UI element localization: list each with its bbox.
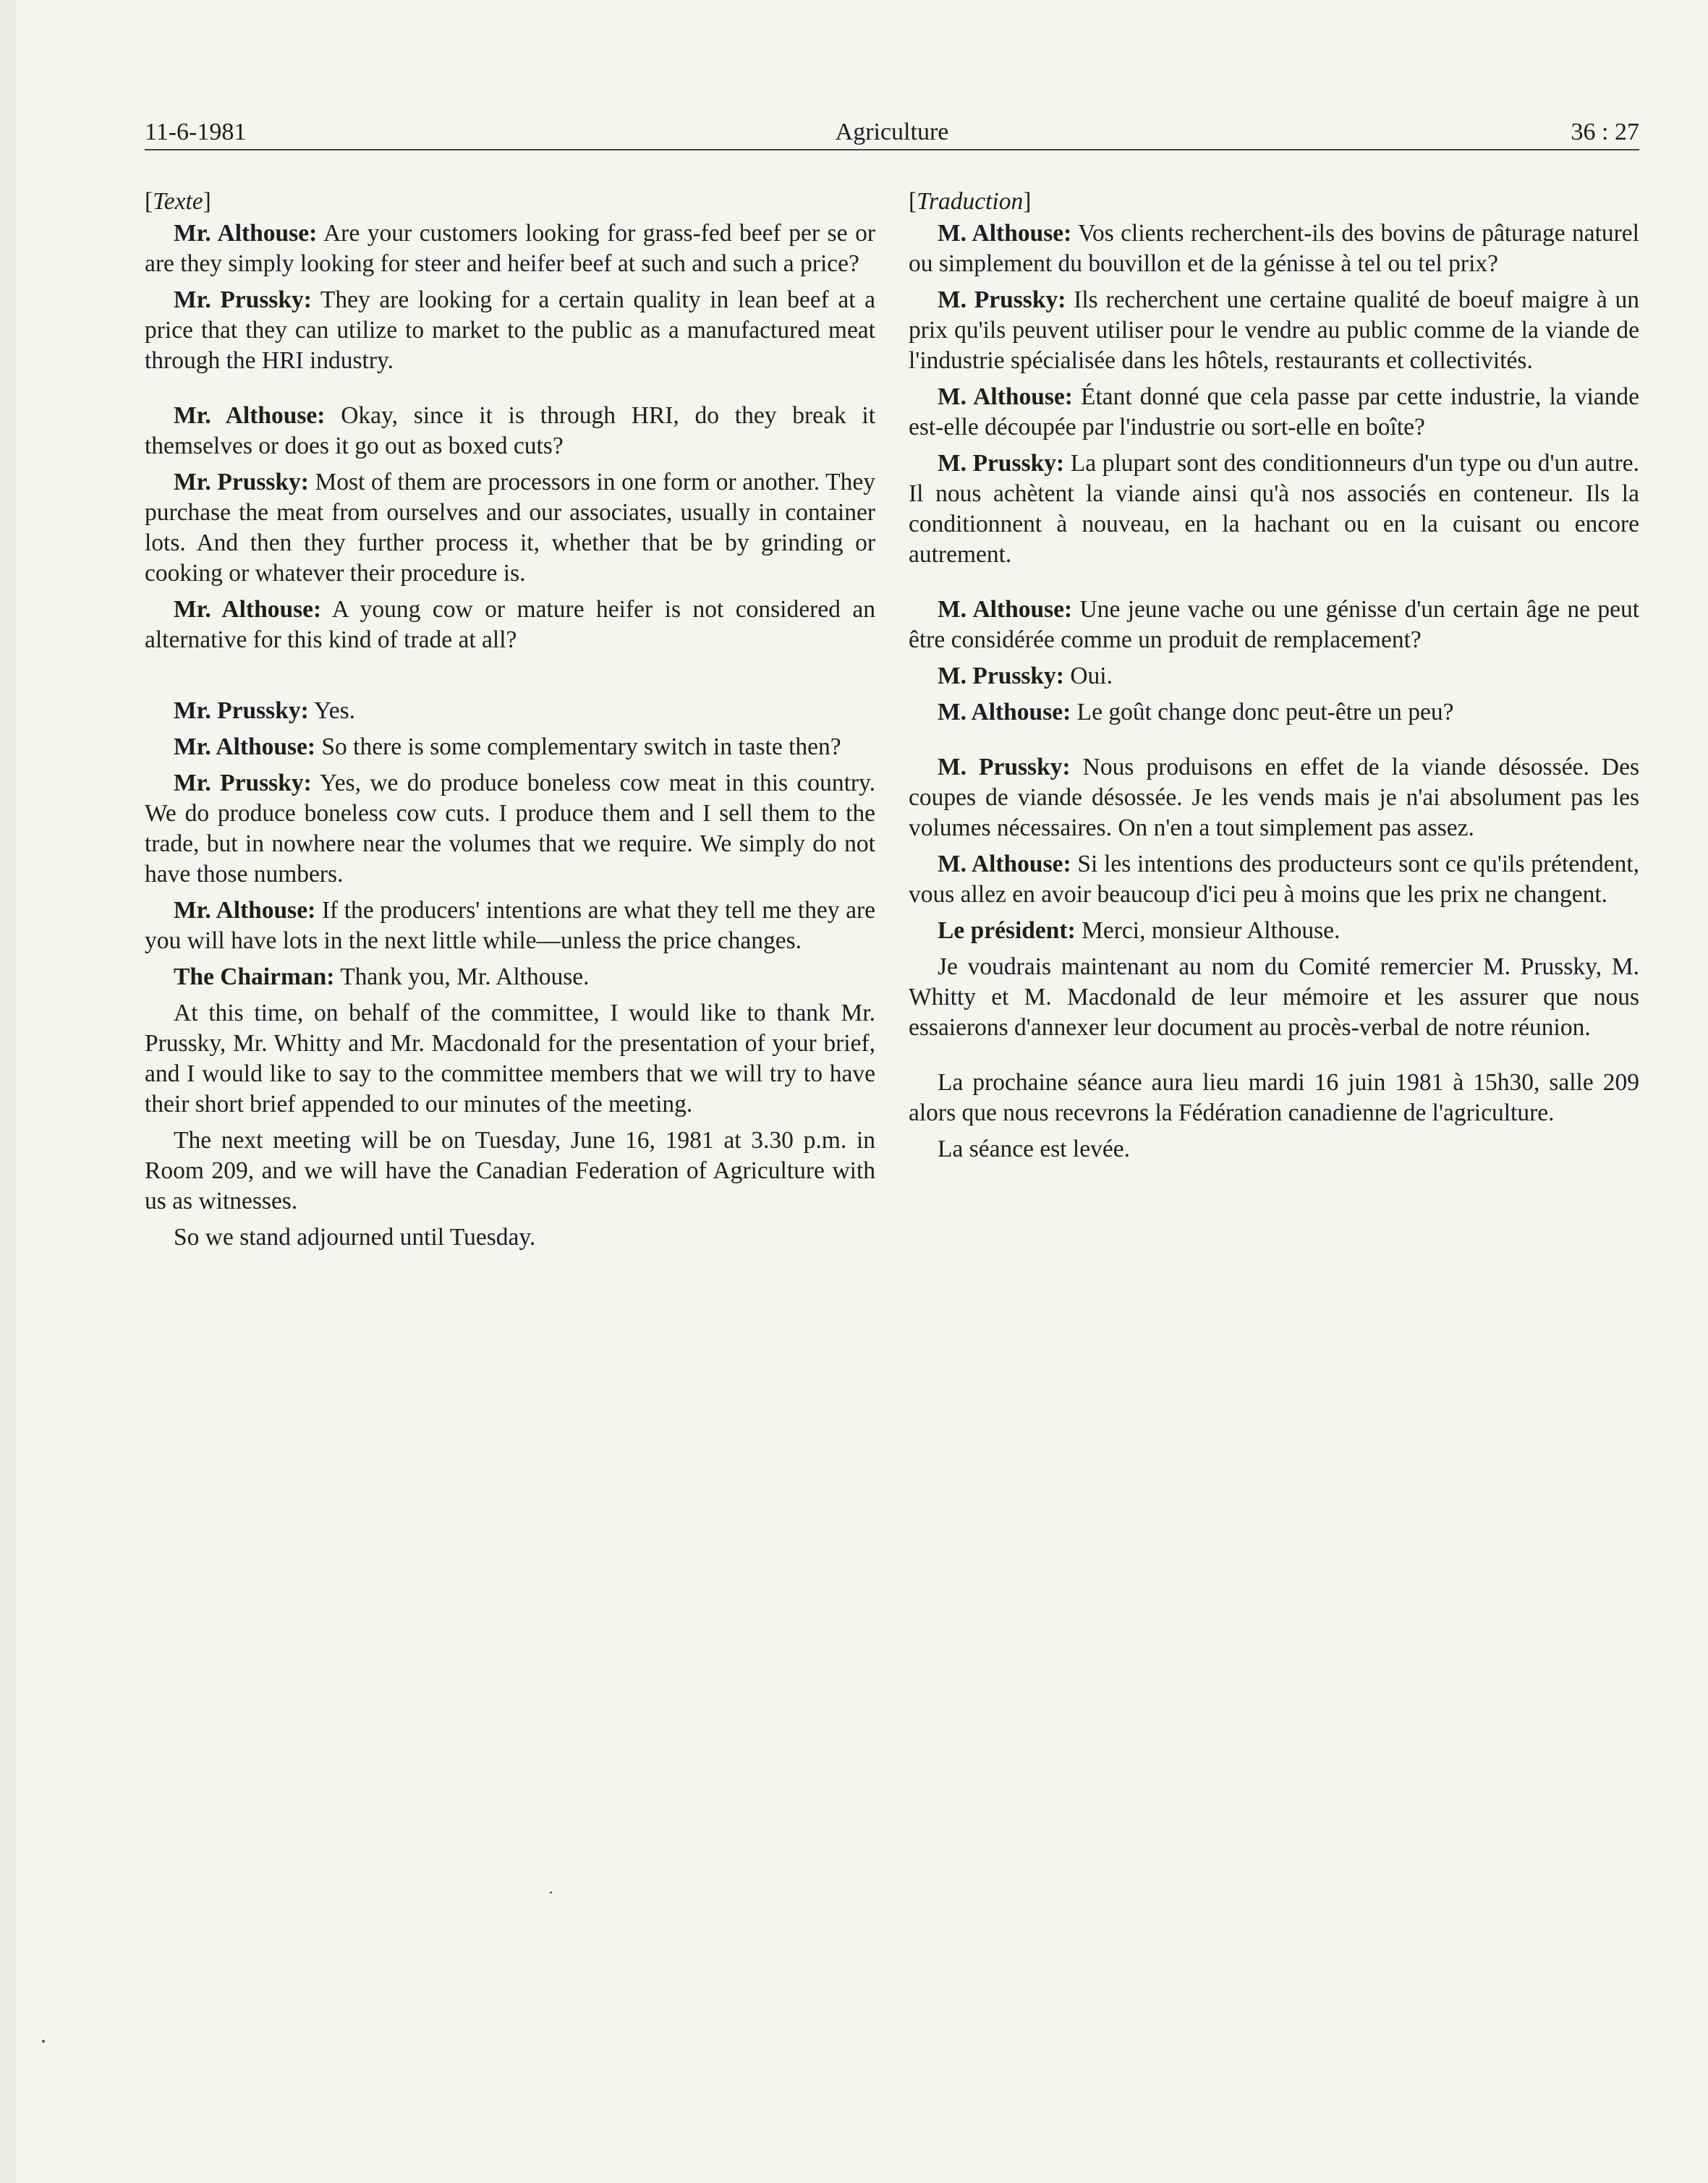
speaker-label: The Chairman: [174, 963, 335, 990]
page-header [145, 116, 1639, 152]
french-column [909, 187, 1639, 1170]
paragraph: Mr. Althouse: So there is some complementary switch in taste then? [174, 733, 841, 760]
paragraph: M. Prussky: La plupart sont des conditionneurs d'un type ou d'un autre. Il nous achètent la viande ainsi qu'à nos associés en conteneur. Ils la conditionnent à nouveau, en la hachant ou en la cuisant ou encore autrement. [909, 450, 1639, 568]
paragraph: Mr. Prussky: Yes. [174, 697, 356, 724]
speaker-label: M. Prussky: [938, 754, 1071, 780]
paragraph: Mr. Althouse: A young cow or mature heifer is not considered an alternative for this kind of trade at all? [145, 596, 875, 653]
paragraph: La séance est levée. [938, 1136, 1130, 1162]
speaker-label: Le président: [938, 917, 1076, 944]
header-page-number: 36 : 27 [1571, 119, 1639, 145]
speaker-label: M. Althouse: [938, 383, 1073, 410]
paragraph: Mr. Althouse: Are your customers looking for grass-fed beef per se or are they simply looking for steer and heifer beef at such and such a price? [145, 220, 876, 277]
paragraph: M. Althouse: Étant donné que cela passe par cette industrie, la viande est-elle découpée par l'industrie ou sort-elle en boîte? [909, 383, 1639, 441]
scan-speck [550, 1891, 552, 1894]
paragraph: Mr. Prussky: Yes, we do produce boneless cow meat in this country. We do produce boneless cow cuts. I produce them and I sell them to the trade, but in nowhere near the volumes that we require. We simply do not have those numbers. [145, 770, 875, 888]
paragraph: M. Prussky: Oui. [938, 663, 1113, 689]
speaker-label: Mr. Althouse: [174, 733, 316, 760]
paragraph: So we stand adjourned until Tuesday. [174, 1224, 536, 1251]
speaker-label: Mr. Althouse: [174, 596, 322, 623]
speaker-label: Mr. Prussky: [174, 697, 309, 724]
paragraph: Mr. Althouse: If the producers' intentions are what they tell me they are you will have lots in the next little while—unless the price changes. [145, 897, 875, 954]
paragraph: The next meeting will be on Tuesday, June 16, 1981 at 3.30 p.m. in Room 209, and we will have the Canadian Federation of Agriculture with us as witnesses. [145, 1127, 875, 1214]
speaker-label: M. Prussky: [938, 286, 1066, 313]
paragraph: Mr. Prussky: Most of them are processors in one form or another. They purchase the meat from ourselves and our associates, usually in container lots. And then they further process it, whether that be by grinding or cooking or whatever their procedure is. [145, 469, 875, 587]
paragraph: M. Althouse: Vos clients recherchent-ils des bovins de pâturage naturel ou simplement du bouvillon et de la génisse à tel ou tel prix? [909, 220, 1639, 277]
column-marker: [Traduction] [909, 188, 1032, 215]
paragraph: The Chairman: Thank you, Mr. Althouse. [174, 963, 590, 990]
column-marker: [Texte] [145, 188, 211, 215]
english-column [145, 187, 875, 1259]
speaker-label: M. Prussky: [938, 663, 1064, 689]
paragraph: M. Althouse: Le goût change donc peut-être un peu? [938, 699, 1454, 725]
speaker-label: Mr. Althouse: [174, 897, 316, 924]
paragraph: M. Althouse: Une jeune vache ou une génisse d'un certain âge ne peut être considérée comme un produit de remplacement? [909, 596, 1640, 653]
speaker-label: M. Althouse: [938, 851, 1071, 877]
speaker-label: Mr. Althouse: [174, 220, 318, 247]
header-title: Agriculture [835, 119, 949, 145]
paragraph: Mr. Althouse: Okay, since it is through HRI, do they break it themselves or does it go out as boxed cuts? [145, 402, 875, 459]
speaker-label: Mr. Prussky: [174, 286, 312, 313]
paragraph: M. Althouse: Si les intentions des producteurs sont ce qu'ils prétendent, vous allez en avoir beaucoup d'ici peu à moins que les prix ne changent. [909, 851, 1640, 908]
paragraph: La prochaine séance aura lieu mardi 16 juin 1981 à 15h30, salle 209 alors que nous recevrons la Fédération canadienne de l'agriculture. [909, 1069, 1639, 1126]
header-rule [145, 149, 1639, 150]
paragraph: Mr. Prussky: They are looking for a certain quality in lean beef at a price that they can utilize to market to the public as a manufactured meat through the HRI industry. [145, 286, 876, 374]
paragraph: M. Prussky: Ils recherchent une certaine qualité de boeuf maigre à un prix qu'ils peuvent utiliser pour le vendre au public comme de la viande de l'industrie spécialisée dans les hôtels, restaurants et collectivités. [909, 286, 1639, 374]
speaker-label: Mr. Prussky: [174, 469, 309, 495]
scan-speck [42, 2040, 45, 2043]
speaker-label: Mr. Althouse: [174, 402, 326, 429]
speaker-label: M. Althouse: [938, 220, 1072, 247]
paragraph: Je voudrais maintenant au nom du Comité remercier M. Prussky, M. Whitty et M. Macdonald de leur mémoire et les assurer que nous essaierons d'annexer leur document au procès-verbal de notre réunion. [909, 953, 1639, 1041]
paragraph: At this time, on behalf of the committee, I would like to thank Mr. Prussky, Mr. Whitty and Mr. Macdonald for the presentation of your brief, and I would like to say to the committee members that we will try to have their short brief appended to our minutes of the meeting. [145, 1000, 875, 1118]
header-date: 11-6-1981 [145, 119, 247, 145]
speaker-label: Mr. Prussky: [174, 770, 312, 796]
speaker-label: M. Althouse: [938, 699, 1071, 725]
paragraph: Le président: Merci, monsieur Althouse. [938, 917, 1341, 944]
speaker-label: M. Prussky: [938, 450, 1065, 477]
paragraph: M. Prussky: Nous produisons en effet de la viande désossée. Des coupes de viande désossée. Je les vends mais je n'ai absolument pas les volumes nécessaires. On n'en a tout simplement pas assez. [909, 754, 1639, 841]
speaker-label: M. Althouse: [938, 596, 1073, 623]
